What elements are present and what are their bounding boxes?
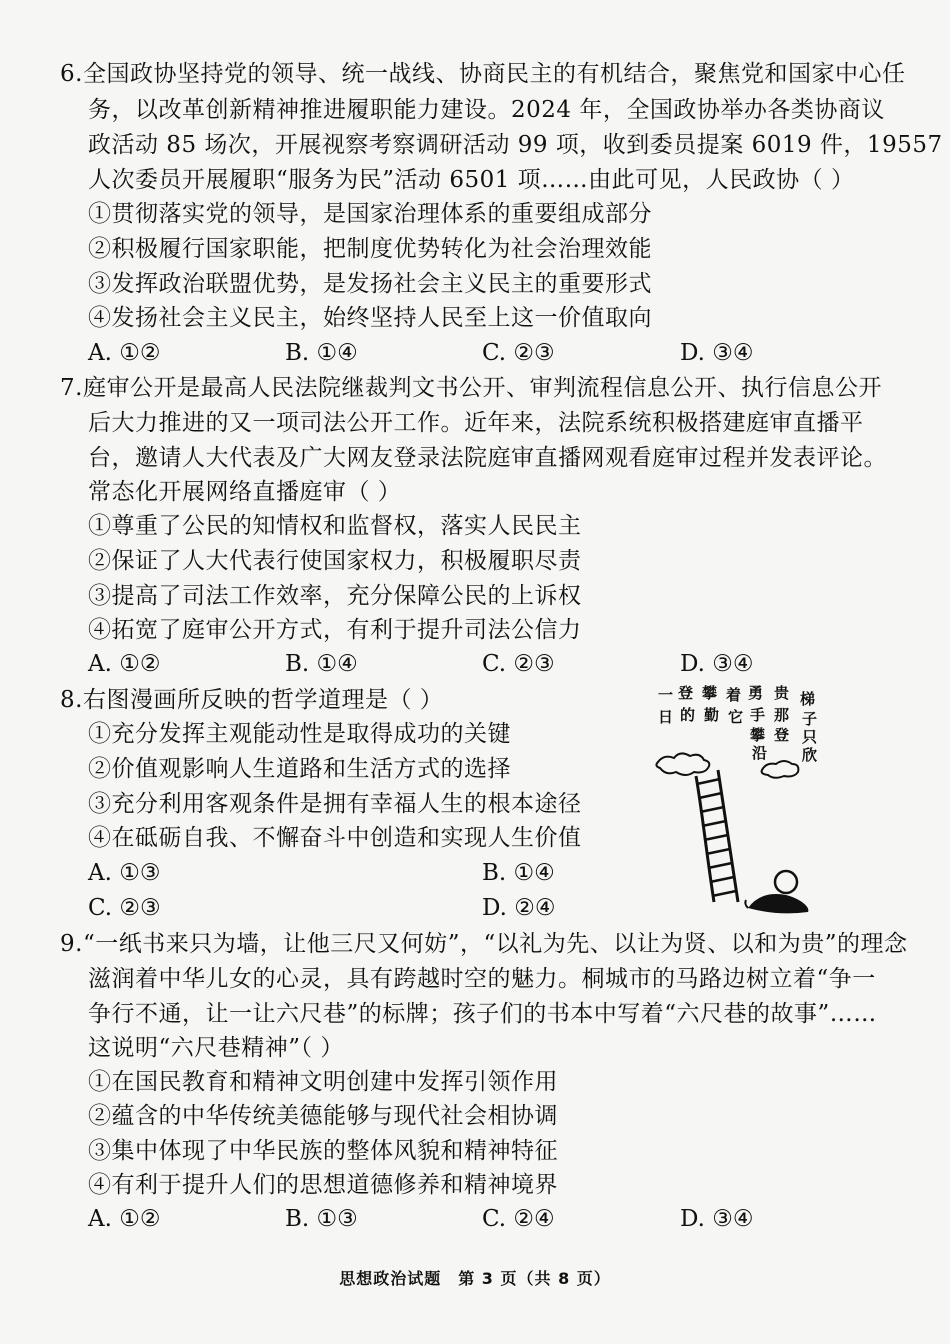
q8-option: ①充分发挥主观能动性是取得成功的关键: [88, 721, 511, 747]
q7-stem-line: 台，邀请人大代表及广大网友登录法院庭审直播网观看庭审过程并发表评论。: [88, 445, 887, 471]
q6-stem-line: 人次委员开展履职“服务为民”活动 6501 项……由此可见，人民政协（ ）: [88, 167, 855, 193]
q9-choice-d: D. ③④: [680, 1206, 754, 1232]
q6-stem-line: 务，以改革创新精神推进履职能力建设。2024 年，全国政协举办各类协商议: [88, 97, 885, 123]
q8-option: ②价值观影响人生道路和生活方式的选择: [88, 756, 511, 782]
q8-choice-a: A. ①③: [88, 860, 161, 886]
caption-char: 的: [680, 706, 696, 724]
caption-char: 贵: [774, 684, 790, 702]
q7-stem-line: 常态化开展网络直播庭审（ ）: [88, 479, 402, 505]
q8-choice-d: D. ②④: [482, 895, 556, 921]
cloud-right: [762, 761, 799, 778]
q6-choice-b: B. ①④: [285, 340, 358, 366]
person-head: [775, 871, 797, 893]
caption-char: 勤: [704, 706, 720, 724]
caption-char: 那: [774, 706, 790, 724]
ladder-cartoon: [636, 680, 836, 920]
q9-stem-line: 争行不通，让一让六尺巷”的标牌；孩子们的书本中写着“六尺巷的故事”……: [88, 1001, 877, 1027]
q7-option: ③提高了司法工作效率，充分保障公民的上诉权: [88, 583, 582, 609]
caption-char: 沿: [752, 744, 768, 762]
q6-option: ②积极履行国家职能，把制度优势转化为社会治理效能: [88, 236, 652, 262]
q7-stem-line: 后大力推进的又一项司法公开工作。近年来，法院系统积极搭建庭审直播平: [88, 410, 864, 436]
q9-option: ②蕴含的中华传统美德能够与现代社会相协调: [88, 1103, 558, 1129]
cloud-left: [656, 753, 709, 775]
q6-option: ④发扬社会主义民主，始终坚持人民至上这一价值取向: [88, 305, 652, 331]
q9-stem-line: 这说明“六尺巷精神”（ ）: [88, 1035, 344, 1061]
q9-option: ①在国民教育和精神文明创建中发挥引领作用: [88, 1069, 558, 1095]
q9-option: ③集中体现了中华民族的整体风貌和精神特征: [88, 1138, 558, 1164]
q8-option: ④在砥砺自我、不懈奋斗中创造和实现人生价值: [88, 825, 582, 851]
q7-option: ④拓宽了庭审公开方式，有利于提升司法公信力: [88, 617, 582, 643]
q9-stem-line: 9.“一纸书来只为墙，让他三尺又何妨”，“以礼为先、以让为贤、以和为贵”的理念: [60, 931, 908, 957]
q9-option: ④有利于提升人们的思想道德修养和精神境界: [88, 1172, 558, 1198]
caption-char: 它: [728, 708, 744, 726]
q6-choice-a: A. ①②: [88, 340, 161, 366]
q7-choice-c: C. ②③: [482, 651, 555, 677]
q6-stem-line: 6.全国政协坚持党的领导、统一战线、协商民主的有机结合，聚焦党和国家中心任: [60, 61, 906, 87]
q7-choice-d: D. ③④: [680, 651, 754, 677]
q7-choice-b: B. ①④: [285, 651, 358, 677]
q6-stem-line: 政活动 85 场次，开展视察考察调研活动 99 项，收到委员提案 6019 件，19557: [88, 132, 943, 158]
page-footer: 思想政治试题 第 3 页（共 8 页）: [339, 1269, 611, 1288]
q7-option: ②保证了人大代表行使国家权力，积极履职尽责: [88, 548, 582, 574]
caption-char: 勇: [748, 684, 764, 702]
q6-choice-c: C. ②③: [482, 340, 555, 366]
q8-stem-line: 8.右图漫画所反映的哲学道理是（ ）: [60, 687, 444, 713]
caption-char: 攀: [702, 684, 718, 702]
q7-choice-a: A. ①②: [88, 651, 161, 677]
caption-char: 着: [726, 686, 742, 704]
q6-option: ③发挥政治联盟优势，是发扬社会主义民主的重要形式: [88, 271, 652, 297]
caption-char: 攀: [750, 726, 766, 744]
q8-choice-b: B. ①④: [482, 860, 555, 886]
caption-char: 梯: [800, 690, 816, 708]
caption-char: 只: [802, 728, 818, 746]
person-body: [748, 894, 808, 913]
q7-option: ①尊重了公民的知情权和监督权，落实人民民主: [88, 513, 582, 539]
caption-char: 手: [750, 706, 766, 724]
caption-char: 一: [658, 686, 674, 704]
q9-choice-c: C. ②④: [482, 1206, 555, 1232]
caption-char: 登: [678, 684, 694, 702]
q7-stem-line: 7.庭审公开是最高人民法院继裁判文书公开、审判流程信息公开、执行信息公开: [60, 375, 882, 401]
q9-choice-a: A. ①②: [88, 1206, 161, 1232]
q8-choice-c: C. ②③: [88, 895, 161, 921]
person-foot: [745, 900, 748, 908]
caption-char: 日: [658, 708, 674, 726]
q9-choice-b: B. ①③: [285, 1206, 358, 1232]
q8-option: ③充分利用客观条件是拥有幸福人生的根本途径: [88, 791, 582, 817]
q9-stem-line: 滋润着中华儿女的心灵，具有跨越时空的魅力。桐城市的马路边树立着“争一: [88, 966, 876, 992]
q6-choice-d: D. ③④: [680, 340, 754, 366]
caption-char: 欣: [802, 746, 818, 764]
caption-char: 登: [774, 726, 790, 744]
q6-option: ①贯彻落实党的领导，是国家治理体系的重要组成部分: [88, 201, 652, 227]
caption-char: 子: [802, 710, 818, 728]
ladder-rungs: [697, 779, 736, 896]
